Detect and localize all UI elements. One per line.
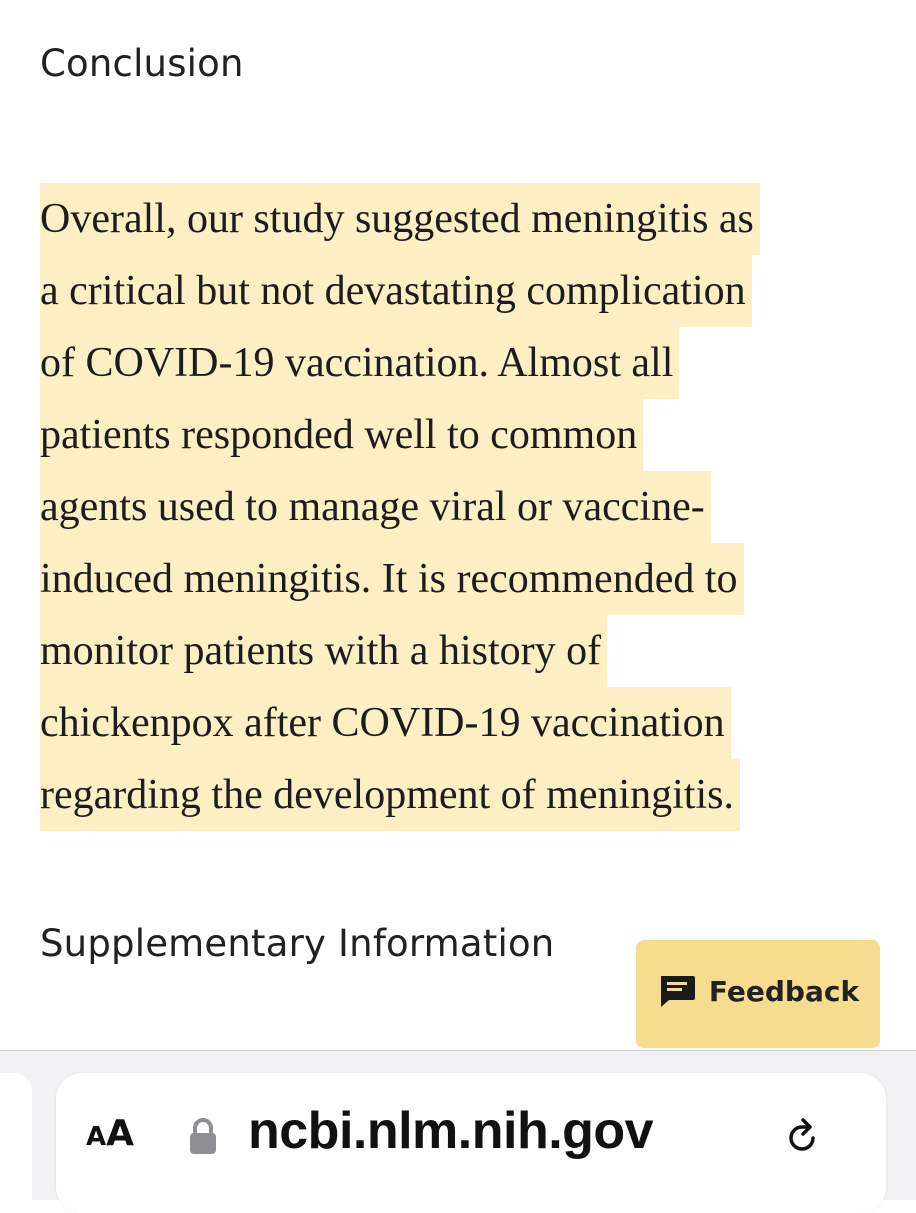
supplementary-heading: Supplementary Information	[40, 922, 555, 965]
browser-toolbar	[0, 1050, 916, 1200]
conclusion-heading: Conclusion	[40, 42, 244, 85]
conclusion-line: a critical but not devastating complication	[40, 255, 752, 327]
feedback-button[interactable]	[636, 940, 880, 1048]
conclusion-paragraph	[40, 183, 890, 831]
text-size-small-a: A	[86, 1122, 107, 1152]
conclusion-line: monitor patients with a history of	[40, 615, 607, 687]
address-bar[interactable]	[56, 1073, 886, 1213]
lock-icon	[188, 1117, 218, 1155]
previous-tab-field[interactable]	[0, 1073, 32, 1201]
conclusion-line: induced meningitis. It is recommended to	[40, 543, 744, 615]
conclusion-line: chickenpox after COVID-19 vaccination	[40, 687, 731, 759]
conclusion-line: of COVID-19 vaccination. Almost all	[40, 327, 679, 399]
feedback-content	[657, 971, 859, 1011]
text-size-button[interactable]	[86, 1113, 134, 1154]
comment-icon	[657, 971, 697, 1011]
conclusion-line: patients responded well to common	[40, 399, 643, 471]
url-text: ncbi.nlm.nih.gov	[248, 1102, 654, 1160]
conclusion-line: Overall, our study suggested meningitis as	[40, 183, 760, 255]
reload-icon[interactable]	[782, 1117, 822, 1157]
conclusion-line: regarding the development of meningitis.	[40, 759, 740, 831]
feedback-label: Feedback	[708, 974, 860, 1008]
conclusion-line: agents used to manage viral or vaccine-	[40, 471, 711, 543]
text-size-big-a: A	[106, 1113, 134, 1154]
